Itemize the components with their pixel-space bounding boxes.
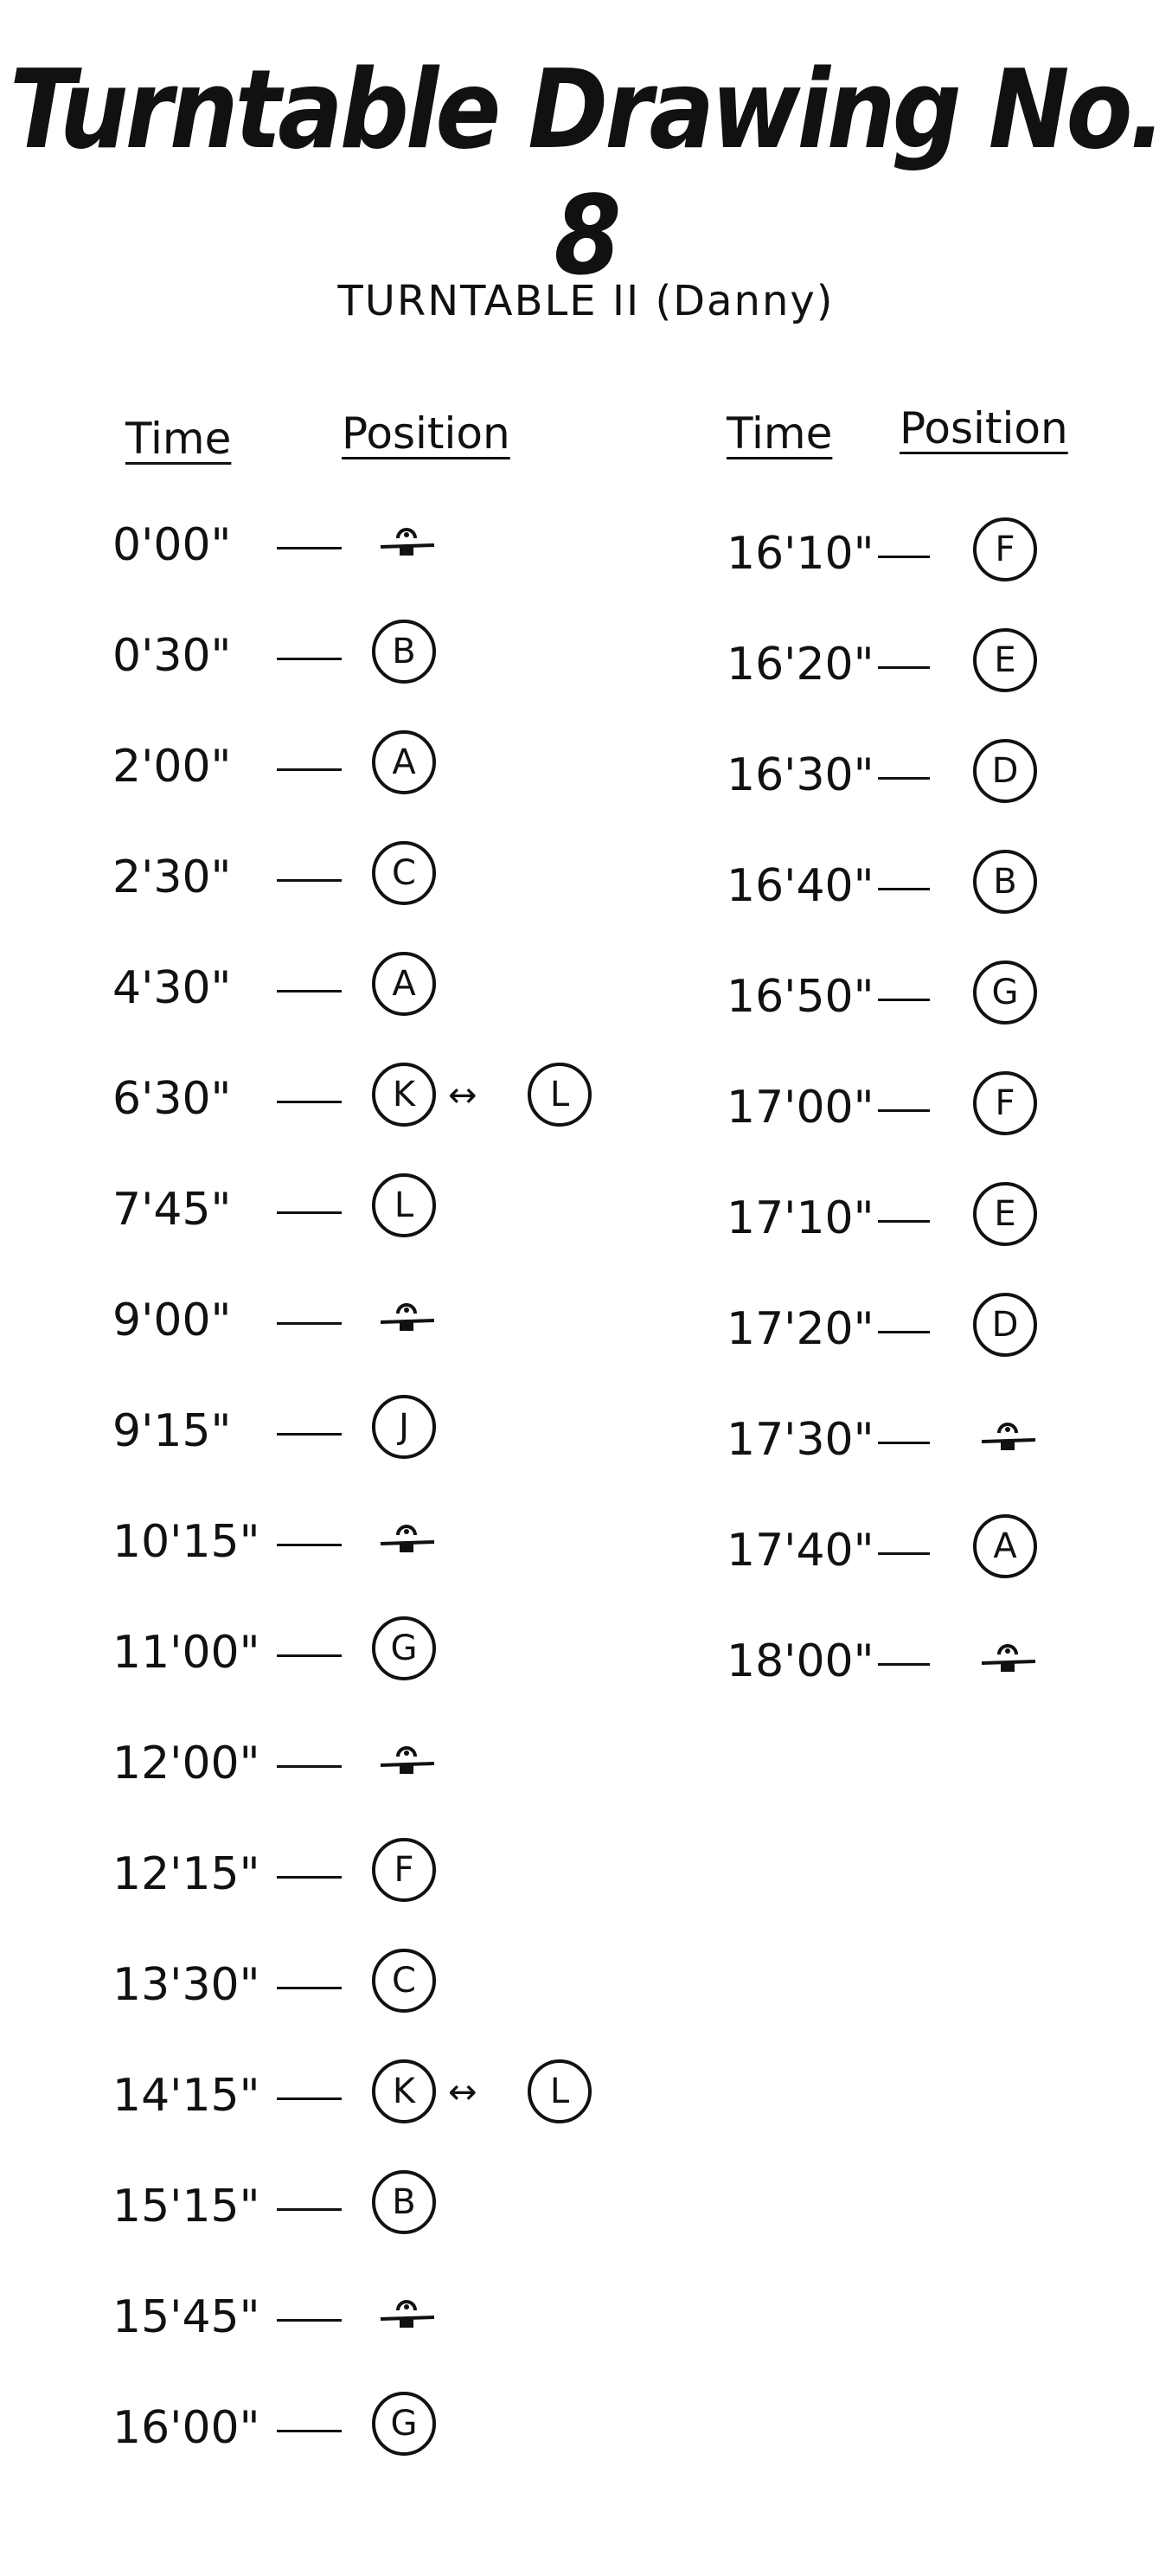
entry-dash	[878, 888, 930, 890]
entry-position	[372, 1277, 597, 1355]
page-subtitle: TURNTABLE II (Danny)	[337, 277, 835, 325]
entry-time: 16'20"	[727, 639, 874, 691]
entry-position	[372, 1942, 597, 2020]
schedule-entry	[112, 1499, 631, 1585]
entry-position	[372, 834, 597, 912]
entry-dash	[277, 768, 342, 771]
position-circle: L	[528, 2059, 592, 2123]
entry-position	[372, 1609, 597, 1687]
entry-dash	[878, 1220, 930, 1223]
position-circle: L	[528, 1063, 592, 1127]
entry-position	[372, 2385, 597, 2463]
entry-dash	[277, 547, 342, 549]
entry-dash	[277, 2097, 342, 2100]
schedule-entry	[112, 1056, 631, 1142]
entry-dash	[878, 1442, 930, 1444]
entry-position	[372, 2052, 597, 2130]
tonearm-rest-icon	[372, 1502, 441, 1571]
schedule-entry	[112, 2163, 631, 2250]
entry-dash	[878, 556, 930, 558]
entry-position	[973, 621, 1172, 699]
schedule-entry	[727, 1064, 1142, 1151]
entry-dash	[878, 666, 930, 669]
entry-position	[973, 1064, 1172, 1142]
schedule-entry	[112, 945, 631, 1031]
schedule-entry	[112, 2274, 631, 2361]
position-circle: B	[372, 2170, 436, 2234]
entry-time: 12'00"	[112, 1738, 260, 1789]
position-circle: A	[372, 952, 436, 1016]
entry-dash	[277, 1654, 342, 1657]
position-circle: C	[372, 841, 436, 905]
position-circle: F	[372, 1838, 436, 1902]
schedule-entry	[112, 1942, 631, 2028]
entry-time: 18'00"	[727, 1635, 874, 1687]
schedule-entry	[727, 621, 1142, 708]
double-arrow-icon: ↔	[448, 2072, 477, 2112]
entry-dash	[277, 1876, 342, 1879]
schedule-entry	[112, 723, 631, 810]
entry-time: 2'00"	[112, 741, 232, 793]
schedule-entry	[112, 502, 631, 588]
schedule-entry	[112, 1831, 631, 1918]
position-circle: C	[372, 1949, 436, 2013]
entry-time: 16'30"	[727, 749, 874, 801]
entry-time: 12'15"	[112, 1848, 260, 1900]
entry-position	[372, 1499, 597, 1577]
entry-time: 0'00"	[112, 519, 232, 571]
entry-dash	[878, 1552, 930, 1555]
entry-dash	[277, 2430, 342, 2432]
entry-position	[372, 502, 597, 580]
entry-time: 16'10"	[727, 528, 874, 580]
entry-dash	[277, 1101, 342, 1103]
entry-time: 17'10"	[727, 1192, 874, 1244]
position-circle: J	[372, 1395, 436, 1459]
tonearm-rest-icon	[372, 505, 441, 575]
position-circle: B	[372, 620, 436, 684]
schedule-entry	[112, 2385, 631, 2471]
schedule-entry	[727, 732, 1142, 819]
schedule-entry	[727, 1286, 1142, 1372]
schedule-entry	[727, 1397, 1142, 1483]
schedule-entry	[727, 1507, 1142, 1594]
entry-dash	[277, 1211, 342, 1214]
entry-position	[372, 2163, 597, 2241]
entry-position	[973, 1397, 1172, 1474]
entry-dash	[878, 1663, 930, 1666]
entry-time: 7'45"	[112, 1184, 232, 1236]
position-circle: L	[372, 1173, 436, 1237]
position-circle: A	[973, 1514, 1037, 1578]
entry-position	[973, 1507, 1172, 1585]
entry-position	[973, 732, 1172, 810]
entry-dash	[277, 1433, 342, 1436]
tonearm-rest-icon	[973, 1400, 1042, 1469]
entry-position	[372, 613, 597, 691]
entry-time: 16'40"	[727, 860, 874, 912]
entry-time: 17'40"	[727, 1525, 874, 1577]
entry-position	[973, 1618, 1172, 1696]
entry-time: 9'15"	[112, 1405, 232, 1457]
tonearm-rest-icon	[372, 2277, 441, 2347]
left-position-header: Position	[342, 408, 510, 459]
entry-time: 14'15"	[112, 2070, 260, 2122]
position-circle: K	[372, 1063, 436, 1127]
position-circle: F	[973, 1071, 1037, 1135]
entry-position	[973, 511, 1172, 588]
position-circle: G	[973, 960, 1037, 1025]
tonearm-rest-icon	[973, 1622, 1042, 1691]
left-time-header: Time	[125, 414, 232, 464]
entry-time: 16'50"	[727, 971, 874, 1023]
entry-position	[372, 1831, 597, 1909]
entry-dash	[277, 1987, 342, 1989]
entry-dash	[277, 2208, 342, 2211]
entry-position	[372, 1720, 597, 1798]
entry-position	[973, 1175, 1172, 1253]
position-circle: E	[973, 1182, 1037, 1246]
entry-position	[372, 1388, 597, 1466]
schedule-entry	[727, 1175, 1142, 1262]
double-arrow-icon: ↔	[448, 1076, 477, 1115]
schedule-entry	[727, 511, 1142, 597]
position-circle: G	[372, 1616, 436, 1680]
schedule-entry	[727, 843, 1142, 929]
entry-position	[372, 1166, 597, 1244]
entry-dash	[277, 1765, 342, 1768]
position-circle: D	[973, 1293, 1037, 1357]
entry-dash	[277, 879, 342, 882]
right-time-header: Time	[727, 408, 833, 459]
entry-time: 15'45"	[112, 2291, 260, 2343]
entry-time: 17'00"	[727, 1082, 874, 1134]
entry-time: 15'15"	[112, 2181, 260, 2232]
entry-dash	[878, 777, 930, 780]
position-circle: D	[973, 739, 1037, 803]
schedule-entry	[112, 1609, 631, 1696]
right-position-header: Position	[900, 403, 1068, 453]
entry-time: 6'30"	[112, 1073, 232, 1125]
schedule-entry	[112, 1277, 631, 1364]
tonearm-rest-icon	[372, 1724, 441, 1793]
entry-dash	[277, 990, 342, 992]
entry-position	[973, 954, 1172, 1031]
entry-position	[973, 843, 1172, 921]
entry-time: 16'00"	[112, 2402, 260, 2454]
entry-time: 10'15"	[112, 1516, 260, 1568]
entry-position	[973, 1286, 1172, 1364]
schedule-entry	[727, 954, 1142, 1040]
position-circle: F	[973, 517, 1037, 581]
tonearm-rest-icon	[372, 1281, 441, 1350]
entry-dash	[277, 658, 342, 660]
schedule-entry	[727, 1618, 1142, 1705]
entry-time: 0'30"	[112, 630, 232, 682]
entry-time: 17'30"	[727, 1414, 874, 1466]
entry-time: 4'30"	[112, 962, 232, 1014]
position-circle: E	[973, 628, 1037, 692]
page-title: Turntable Drawing No. 8	[9, 47, 1163, 299]
entry-dash	[878, 999, 930, 1001]
entry-dash	[277, 1322, 342, 1325]
schedule-entry	[112, 1720, 631, 1807]
entry-time: 13'30"	[112, 1959, 260, 2011]
entry-position	[372, 945, 597, 1023]
entry-dash	[277, 1544, 342, 1546]
entry-dash	[878, 1109, 930, 1112]
entry-dash	[878, 1331, 930, 1333]
schedule-entry	[112, 1166, 631, 1253]
schedule-entry	[112, 613, 631, 699]
entry-position	[372, 723, 597, 801]
schedule-entry	[112, 1388, 631, 1474]
entry-time: 11'00"	[112, 1627, 260, 1679]
position-circle: A	[372, 730, 436, 794]
entry-time: 9'00"	[112, 1294, 232, 1346]
position-circle: G	[372, 2392, 436, 2456]
entry-position	[372, 2274, 597, 2352]
schedule-entry	[112, 2052, 631, 2139]
entry-time: 17'20"	[727, 1303, 874, 1355]
entry-position	[372, 1056, 597, 1134]
entry-time: 2'30"	[112, 851, 232, 903]
schedule-entry	[112, 834, 631, 921]
position-circle: K	[372, 2059, 436, 2123]
position-circle: B	[973, 850, 1037, 914]
entry-dash	[277, 2319, 342, 2322]
